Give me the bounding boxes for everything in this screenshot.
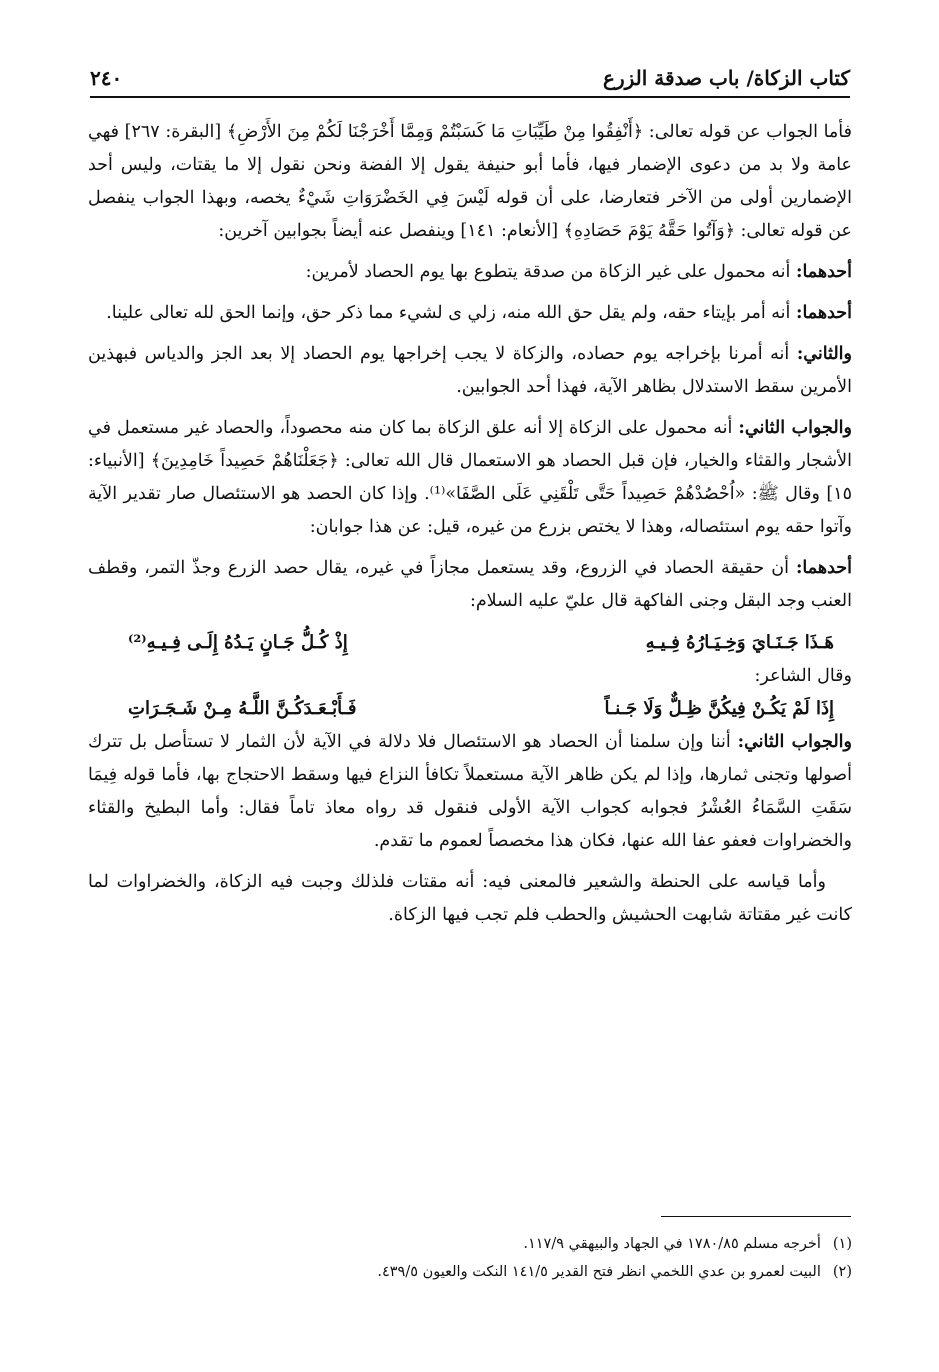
main-text (88, 116, 852, 940)
header-title: كتاب الزكاة/ باب صدقة الزرع (603, 66, 850, 90)
footnote-number: (٢) (832, 1264, 852, 1280)
paragraph: أحدهما: أنه محمول على غير الزكاة من صدقة يتطوع بها يوم الحصاد لأمرين: (305, 262, 852, 282)
footnote-text: البيت لعمرو بن عدي اللخمي انظر فتح القدير ١٤١/٥ النكت والعيون ٤٣٩/٥. (377, 1264, 821, 1280)
page-number: ٢٤٠ (90, 66, 123, 90)
verse-hemistich: هَـذَا جَـنَـايَ وَخِـيَـارُهُ فِـيـهِ (645, 632, 834, 653)
poem-verse-1 (88, 626, 852, 660)
footnote-text: أخرجه مسلم ١٧٨٠/٨٥ في الجهاد والبيهقي ١١٧/٩. (523, 1236, 821, 1252)
poet-intro: وقال الشاعر: (754, 666, 852, 686)
poem-verse-2 (88, 692, 852, 726)
paragraph: والجواب الثاني: أنه محمول على الزكاة إلا أنه علق الزكاة بما كان منه محصوداً، والحصاد غير مستعمل في الأشجار والقثاء والخيار، فإن قبل الحصاد هو الاستعمال قال الله تعالى: ﴿جَعَلْنَاهُمْ حَصِيداً خَامِدِينَ﴾ [الأنبياء: ١٥] وقال ﷺ: «اُحْصُدْهُمْ حَصِيداً حَتَّى تَلْقَنِي عَلَى الصَّفَا»⁽¹⁾. وإذا كان الحصد هو الاستئصال صار تقدير الآية وآتوا حقه يوم استئصاله، وهذا لا يختص بزرع من غيره، قيل: عن هذا جوابان: (88, 418, 853, 537)
paragraph: أحدهما: أن حقيقة الحصاد في الزروع، وقد يستعمل مجازاً في غيره، يقال حصد الزرع وجذّ التمر، وقطف العنب وجد البقل وجنى الفاكهة قال عليّ عليه السلام: (88, 558, 852, 611)
verse-hemistich: إِذَا لَمْ يَكُـنْ فِيكُنَّ ظِـلٌّ وَلَا جَـنـاً (604, 698, 834, 719)
footnote-number: (١) (832, 1236, 852, 1252)
paragraph: أحدهما: أنه أمر بإيتاء حقه، ولم يقل حق الله منه، زلي ى لشيء مما ذكر حق، وإنما الحق لله تعالى علينا. (106, 303, 852, 323)
footnote (88, 1258, 852, 1286)
paragraph: والجواب الثاني: أننا وإن سلمنا أن الحصاد هو الاستئصال فلا دلالة في الآية لأن الثمار لا تستأصل بل تترك أصولها وتجنى ثمارها، وإذا لم يكن ظاهر الآية مستعملاً تكافأ النزاع فيها وسقط الاحتجاج بها، فأما قوله فِيمَا سَقَتِ السَّمَاءُ العُشْرُ فجوابه كجواب الآية الأولى فنقول قد رواه معاذ تاماً فقال: وأما البطيخ والقثاء والخضراوات فعفو عفا الله عنها، فكان هذا مخصصاً لعموم ما تقدم. (88, 732, 852, 851)
paragraph: وأما قياسه على الحنطة والشعير فالمعنى فيه: أنه مقتات فلذلك وجبت فيه الزكاة، والخضراوات لما كانت غير مقتاتة شابهت الحشيش والحطب فلم تجب فيها الزكاة. (88, 872, 852, 925)
footnotes (88, 1230, 852, 1286)
paragraph: والثاني: أنه أمرنا بإخراجه يوم حصاده، والزكاة لا يجب إخراجها يوم الحصاد إلا بعد الجز والدياس فبهذين الأمرين سقط الاستدلال بظاهر الآية، فهذا أحد الجوابين. (88, 344, 852, 397)
paragraph-intro: فأما الجواب عن قوله تعالى: ﴿أَنْفِقُوا مِنْ طَيِّبَاتِ مَا كَسَبْتُمْ وَمِمَّا أَخْرَجْنَا لَكُمْ مِنَ الأَرْضِ﴾ [البقرة: ٢٦٧] فهي عامة ولا بد من دعوى الإضمار فيها، فأما أبو حنيفة يقول إلا الفضة ونحن نقول إلا ما يقتات، وليس أحد الإضمارين أولى من الآخر فتعارضا، على أن قوله لَيْسَ فِي الخَضْرَوَاتِ شَيْءٌ يخصه، وبهذا الجواب ينفصل عن قوله تعالى: ﴿وَآتُوا حَقَّهُ يَوْمَ حَصَادِهِ﴾ [الأنعام: ١٤١] وينفصل عنه أيضاً بجوابين آخرين: (88, 122, 852, 241)
verse-hemistich: إِذْ كُـلُّ جَـانٍ يَـدُهُ إِلَـى فِـيـهِ⁽²⁾ (128, 632, 348, 653)
verse-hemistich: فَـأَبْـعَـدَكُـنَّ اللَّـهُ مِـنْ شَـجَـرَاتِ (128, 698, 357, 719)
footnote-separator (661, 1216, 851, 1217)
footnote (88, 1230, 852, 1258)
running-header (90, 60, 850, 98)
